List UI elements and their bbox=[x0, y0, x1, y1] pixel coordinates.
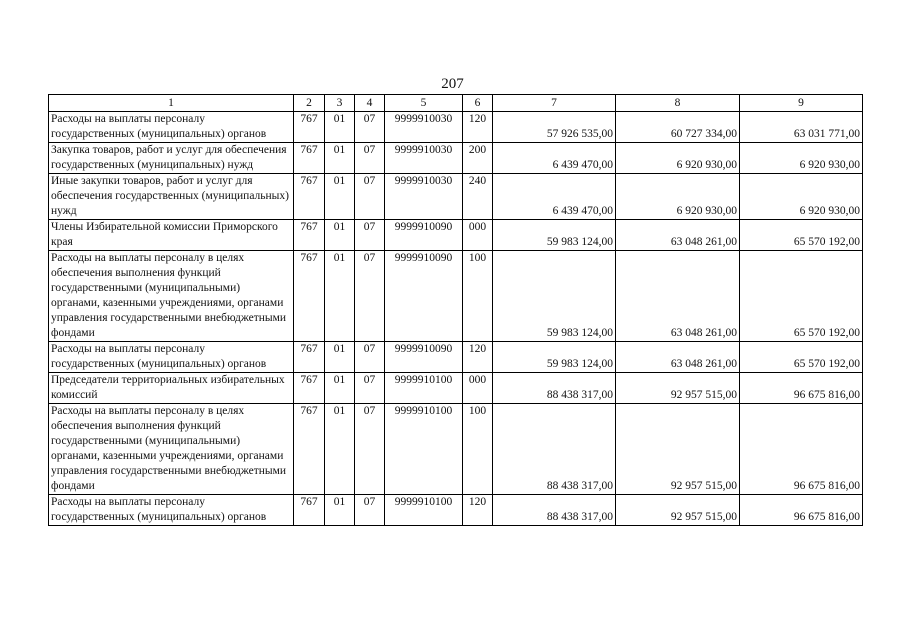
row-code-3: 01 bbox=[325, 495, 355, 526]
row-name: Иные закупки товаров, работ и услуг для обеспечения государственных (муниципальных) нужд bbox=[49, 174, 294, 220]
row-amount-9: 6 920 930,00 bbox=[740, 143, 863, 174]
row-code-6: 120 bbox=[463, 495, 493, 526]
row-amount-8: 63 048 261,00 bbox=[616, 251, 740, 342]
row-code-4: 07 bbox=[355, 342, 385, 373]
row-code-6: 100 bbox=[463, 404, 493, 495]
row-code-6: 120 bbox=[463, 342, 493, 373]
row-amount-9: 96 675 816,00 bbox=[740, 495, 863, 526]
table-row bbox=[49, 404, 863, 495]
table-row bbox=[49, 112, 863, 143]
row-amount-8: 92 957 515,00 bbox=[616, 404, 740, 495]
row-amount-7: 59 983 124,00 bbox=[493, 251, 616, 342]
row-code-3: 01 bbox=[325, 404, 355, 495]
row-amount-9: 6 920 930,00 bbox=[740, 174, 863, 220]
table-row bbox=[49, 251, 863, 342]
row-name: Председатели территориальных избирательных комиссий bbox=[49, 373, 294, 404]
row-code-6: 000 bbox=[463, 373, 493, 404]
row-code-2: 767 bbox=[294, 495, 325, 526]
row-code-2: 767 bbox=[294, 251, 325, 342]
row-code-5: 9999910030 bbox=[385, 112, 463, 143]
row-code-2: 767 bbox=[294, 112, 325, 143]
column-header: 5 bbox=[385, 95, 463, 112]
column-header: 9 bbox=[740, 95, 863, 112]
column-header: 2 bbox=[294, 95, 325, 112]
row-code-4: 07 bbox=[355, 112, 385, 143]
column-header: 7 bbox=[493, 95, 616, 112]
row-amount-7: 88 438 317,00 bbox=[493, 495, 616, 526]
row-amount-8: 92 957 515,00 bbox=[616, 373, 740, 404]
row-name: Расходы на выплаты персоналу государственных (муниципальных) органов bbox=[49, 112, 294, 143]
row-code-2: 767 bbox=[294, 220, 325, 251]
row-code-4: 07 bbox=[355, 143, 385, 174]
table-row bbox=[49, 373, 863, 404]
row-amount-8: 63 048 261,00 bbox=[616, 220, 740, 251]
row-name: Закупка товаров, работ и услуг для обеспечения государственных (муниципальных) нужд bbox=[49, 143, 294, 174]
table-row bbox=[49, 174, 863, 220]
row-code-5: 9999910100 bbox=[385, 404, 463, 495]
row-amount-9: 96 675 816,00 bbox=[740, 404, 863, 495]
budget-table bbox=[48, 94, 863, 526]
table-row bbox=[49, 495, 863, 526]
row-code-5: 9999910030 bbox=[385, 174, 463, 220]
row-code-6: 120 bbox=[463, 112, 493, 143]
row-amount-9: 65 570 192,00 bbox=[740, 342, 863, 373]
row-amount-9: 65 570 192,00 bbox=[740, 251, 863, 342]
row-code-4: 07 bbox=[355, 373, 385, 404]
row-code-3: 01 bbox=[325, 373, 355, 404]
row-code-3: 01 bbox=[325, 174, 355, 220]
table-row bbox=[49, 220, 863, 251]
row-code-4: 07 bbox=[355, 251, 385, 342]
column-header: 4 bbox=[355, 95, 385, 112]
row-amount-7: 57 926 535,00 bbox=[493, 112, 616, 143]
row-code-2: 767 bbox=[294, 373, 325, 404]
row-code-4: 07 bbox=[355, 174, 385, 220]
row-amount-8: 92 957 515,00 bbox=[616, 495, 740, 526]
row-code-2: 767 bbox=[294, 174, 325, 220]
row-amount-8: 60 727 334,00 bbox=[616, 112, 740, 143]
row-amount-7: 6 439 470,00 bbox=[493, 143, 616, 174]
row-code-5: 9999910090 bbox=[385, 251, 463, 342]
row-amount-9: 63 031 771,00 bbox=[740, 112, 863, 143]
column-header: 6 bbox=[463, 95, 493, 112]
row-amount-7: 59 983 124,00 bbox=[493, 220, 616, 251]
row-amount-9: 96 675 816,00 bbox=[740, 373, 863, 404]
row-code-6: 100 bbox=[463, 251, 493, 342]
table-row bbox=[49, 143, 863, 174]
row-amount-7: 88 438 317,00 bbox=[493, 373, 616, 404]
row-code-5: 9999910100 bbox=[385, 373, 463, 404]
page-number: 207 bbox=[441, 76, 464, 92]
column-header: 8 bbox=[616, 95, 740, 112]
row-name: Расходы на выплаты персоналу в целях обеспечения выполнения функций государственными (муниципальными) органами, казенными учреждениями, органами управления государственными внебюджетными фондами bbox=[49, 404, 294, 495]
row-code-2: 767 bbox=[294, 342, 325, 373]
row-code-6: 240 bbox=[463, 174, 493, 220]
row-amount-9: 65 570 192,00 bbox=[740, 220, 863, 251]
row-code-4: 07 bbox=[355, 495, 385, 526]
row-name: Члены Избирательной комиссии Приморского края bbox=[49, 220, 294, 251]
row-code-3: 01 bbox=[325, 251, 355, 342]
row-code-6: 200 bbox=[463, 143, 493, 174]
row-amount-7: 59 983 124,00 bbox=[493, 342, 616, 373]
row-name: Расходы на выплаты персоналу государственных (муниципальных) органов bbox=[49, 495, 294, 526]
row-code-5: 9999910090 bbox=[385, 220, 463, 251]
row-amount-7: 6 439 470,00 bbox=[493, 174, 616, 220]
row-code-3: 01 bbox=[325, 143, 355, 174]
row-code-5: 9999910090 bbox=[385, 342, 463, 373]
row-code-5: 9999910100 bbox=[385, 495, 463, 526]
row-code-2: 767 bbox=[294, 143, 325, 174]
column-header: 1 bbox=[49, 95, 294, 112]
row-code-4: 07 bbox=[355, 220, 385, 251]
row-amount-8: 6 920 930,00 bbox=[616, 143, 740, 174]
row-amount-7: 88 438 317,00 bbox=[493, 404, 616, 495]
row-amount-8: 63 048 261,00 bbox=[616, 342, 740, 373]
row-name: Расходы на выплаты персоналу государственных (муниципальных) органов bbox=[49, 342, 294, 373]
table-row bbox=[49, 342, 863, 373]
row-code-4: 07 bbox=[355, 404, 385, 495]
row-code-6: 000 bbox=[463, 220, 493, 251]
row-code-2: 767 bbox=[294, 404, 325, 495]
header-row bbox=[49, 95, 863, 112]
row-amount-8: 6 920 930,00 bbox=[616, 174, 740, 220]
column-header: 3 bbox=[325, 95, 355, 112]
row-code-3: 01 bbox=[325, 342, 355, 373]
row-code-5: 9999910030 bbox=[385, 143, 463, 174]
row-code-3: 01 bbox=[325, 220, 355, 251]
row-code-3: 01 bbox=[325, 112, 355, 143]
row-name: Расходы на выплаты персоналу в целях обеспечения выполнения функций государственными (муниципальными) органами, казенными учреждениями, органами управления государственными внебюджетными фондами bbox=[49, 251, 294, 342]
